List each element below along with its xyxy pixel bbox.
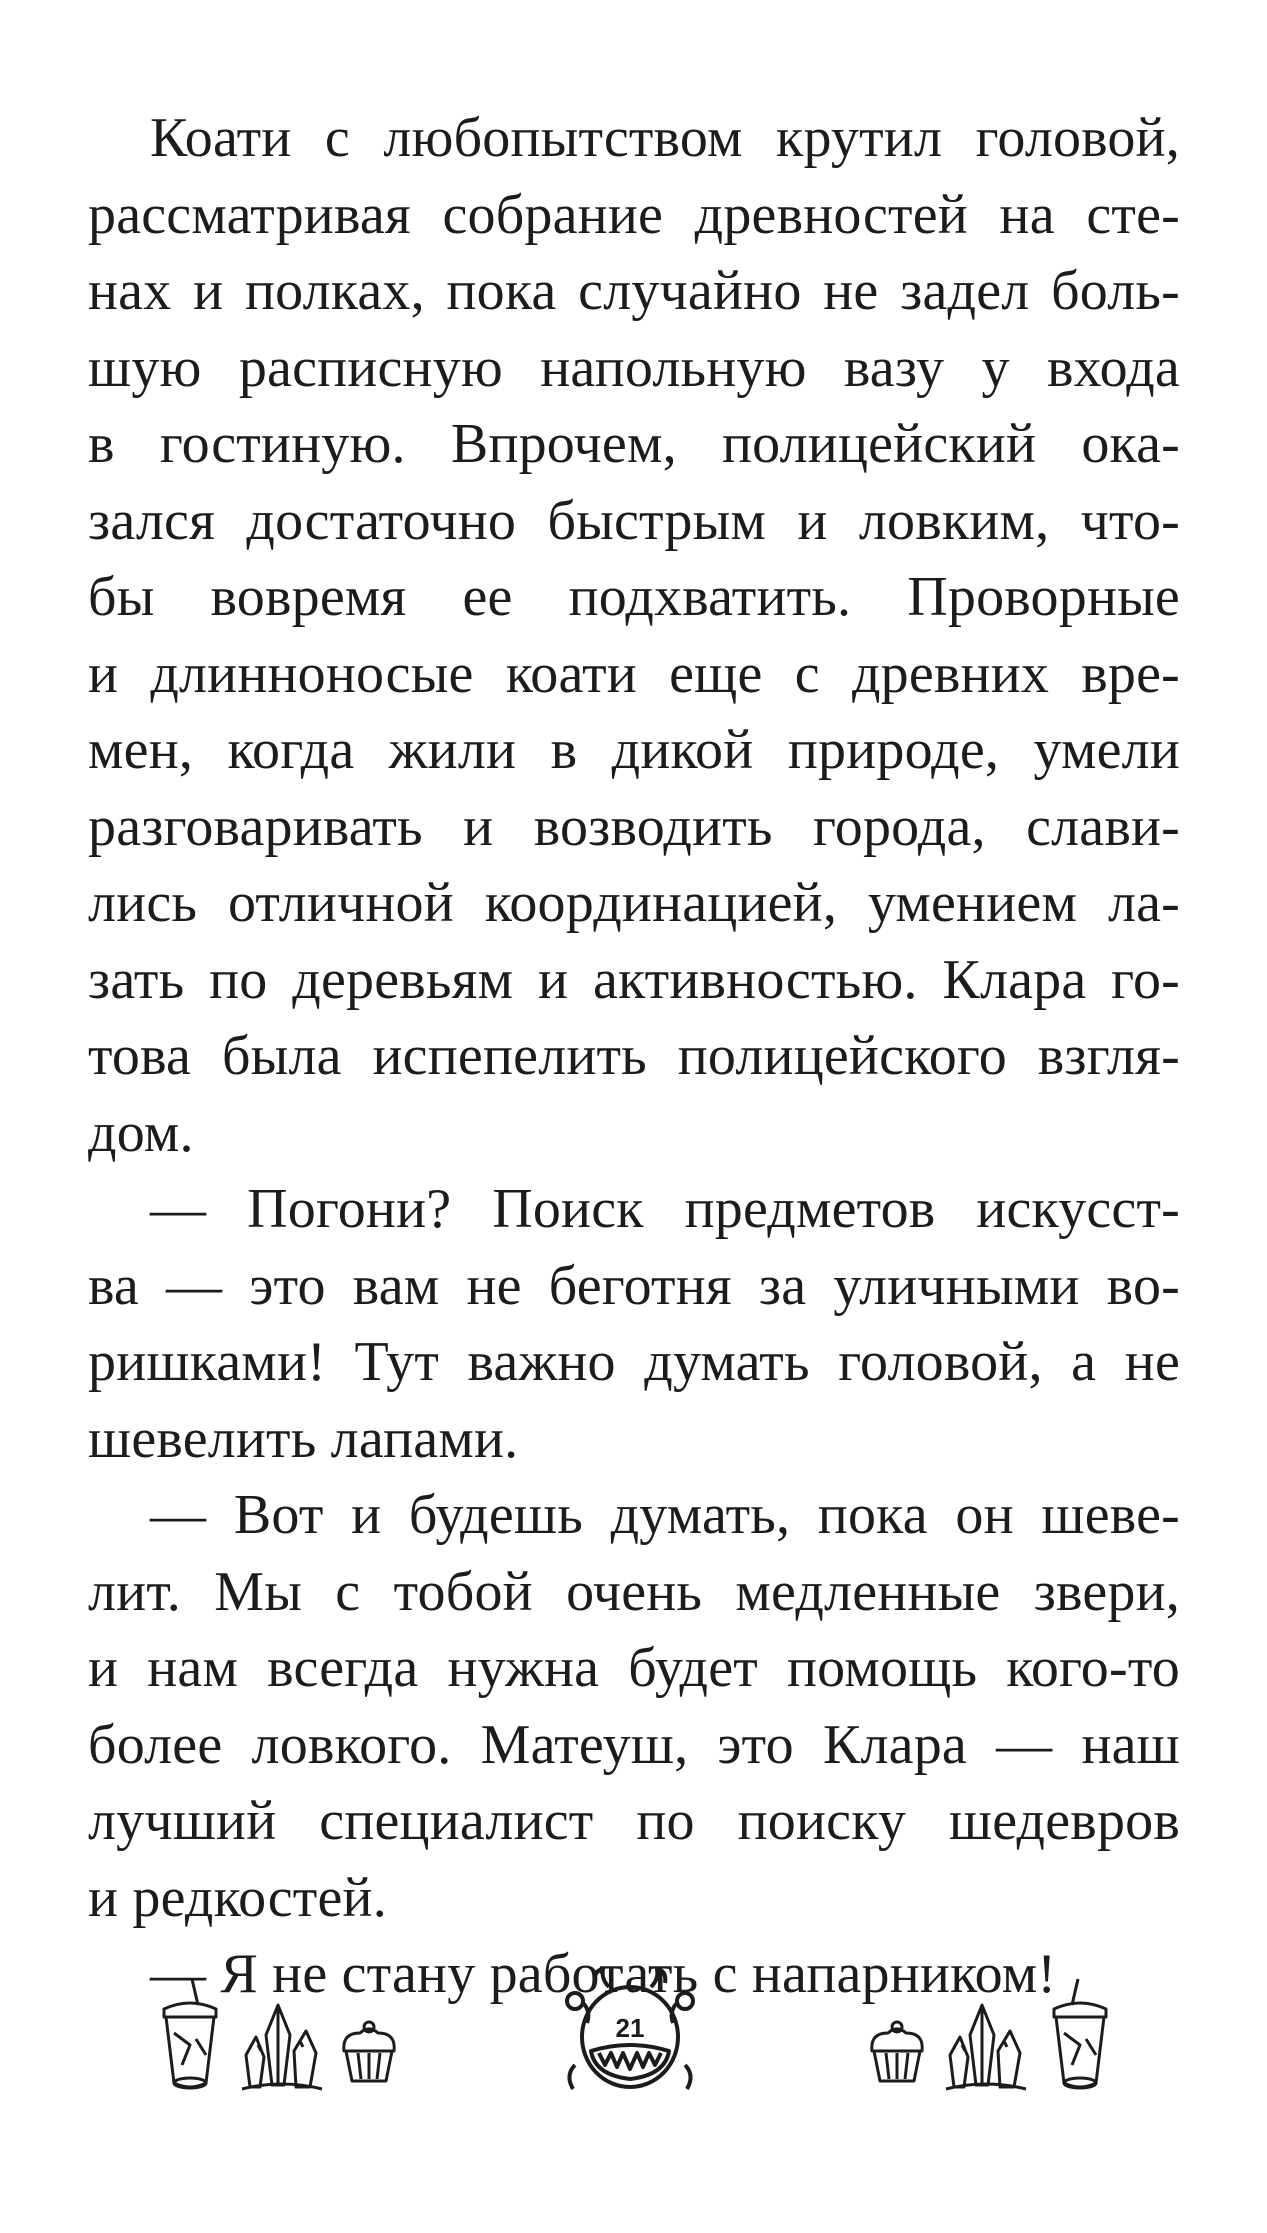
text-line: — Погони? Поиск предметов искусст- [150, 1178, 1180, 1240]
text-line: мен, когда жили в дикой природе, умели [88, 719, 1180, 781]
text-line: и длинноносые коати еще с древних вре- [88, 642, 1180, 705]
text-line: — Я не стану работать с напарником! [150, 1943, 1057, 2005]
text-line: Коати с любопытством крутил головой, [150, 107, 1180, 169]
text-line: нах и полках, пока случайно не задел боль- [88, 260, 1180, 322]
cupcake-icon [334, 2017, 404, 2087]
text-line: зать по деревьям и активностью. Клара го- [88, 948, 1180, 1011]
text-line: — Вот и будешь думать, пока он шеве- [150, 1484, 1180, 1546]
page-footer [0, 1965, 1267, 2105]
drink-cup-icon [1040, 1975, 1120, 2095]
text-line: и редкостей. [88, 1866, 387, 1929]
text-line: более ловкого. Матеуш, это Клара — наш [88, 1713, 1180, 1776]
text-line: рассматривая собрание древностей на сте- [88, 183, 1180, 246]
text-line: разговаривать и возводить города, слави- [88, 795, 1180, 858]
drink-cup-icon [150, 1975, 230, 2095]
text-line: ришками! Тут важно думать головой, а не [88, 1331, 1180, 1393]
text-line: лучший специалист по поиску шедевров [88, 1790, 1180, 1852]
text-line: ва — это вам не беготня за уличными во- [88, 1254, 1180, 1317]
page-number: 21 [615, 2013, 645, 2043]
text-line: лись отличной координацией, умением ла- [88, 872, 1180, 934]
text-line: шевелить лапами. [88, 1407, 519, 1470]
text-line: зался достаточно быстрым и ловким, что- [88, 489, 1180, 552]
page-body-text [88, 100, 1180, 2013]
cupcake-icon [862, 2017, 932, 2087]
text-line: това была испепелить полицейского взгля- [88, 1025, 1180, 1087]
text-line: бы вовремя ее подхватить. Проворные [88, 566, 1180, 628]
crystals-icon [238, 1995, 326, 2095]
text-line: дом. [88, 1101, 194, 1164]
crystals-icon [942, 1995, 1030, 2095]
text-line: и нам всегда нужна будет помощь кого-то [88, 1637, 1180, 1699]
text-line: в гостиную. Впрочем, полицейский ока- [88, 413, 1180, 475]
page-number-badge [555, 1965, 705, 2105]
text-line: лит. Мы с тобой очень медленные звери, [88, 1560, 1180, 1623]
text-line: шую расписную напольную вазу у входа [88, 336, 1180, 399]
